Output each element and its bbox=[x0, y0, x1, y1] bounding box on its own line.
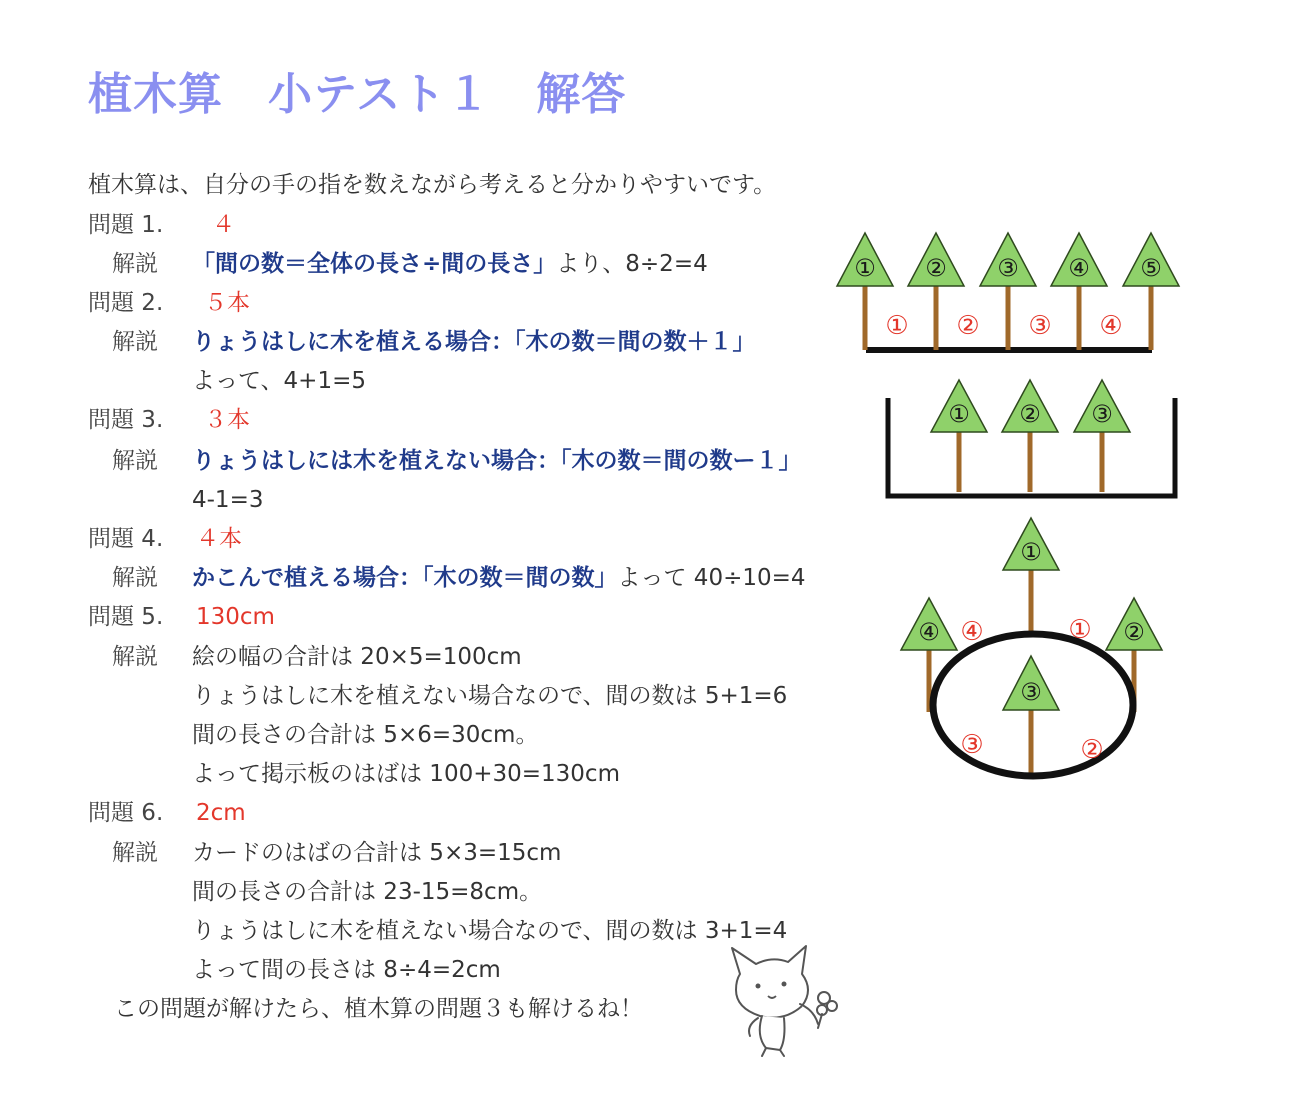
q5-line: 絵の幅の合計は 20×5=100cm bbox=[192, 644, 522, 670]
q4-label: 問題 4. bbox=[88, 526, 164, 552]
q1-label: 問題 1. bbox=[88, 212, 164, 238]
row1-tree-label: ① bbox=[854, 254, 876, 282]
q1-calc: より、8÷2=4 bbox=[556, 251, 708, 277]
q4-formula: かこんで植える場合：「木の数＝間の数」 bbox=[192, 565, 618, 591]
q1-exp-label: 解説 bbox=[112, 251, 158, 277]
q4-answer: ４本 bbox=[196, 526, 242, 552]
q5-label: 問題 5. bbox=[88, 604, 164, 630]
q6-line: よって間の長さは 8÷4=2cm bbox=[192, 957, 501, 983]
row1-tree-label: ② bbox=[925, 254, 947, 282]
q6-line: 間の長さの合計は 23-15=8cm。 bbox=[192, 879, 543, 905]
circle-tree-label: ③ bbox=[1020, 678, 1042, 706]
q3-answer: ３本 bbox=[204, 407, 250, 433]
q3-calc: 4-1=3 bbox=[192, 487, 264, 513]
row2-tree-label: ② bbox=[1019, 400, 1041, 428]
q1-answer: ４ bbox=[212, 212, 235, 238]
circle-tree-label: ① bbox=[1020, 538, 1042, 566]
row1-gap-label: ① bbox=[885, 311, 909, 341]
row2-tree-label: ③ bbox=[1091, 400, 1113, 428]
q5-answer: 130cm bbox=[196, 604, 275, 630]
row1-tree-label: ⑤ bbox=[1140, 254, 1162, 282]
q6-line: カードのはばの合計は 5×3=15cm bbox=[192, 840, 562, 866]
q5-line: りょうはしに木を植えない場合なので、間の数は 5+1=6 bbox=[192, 683, 788, 709]
q4-calc: よって 40÷10=4 bbox=[617, 565, 806, 591]
circle-tree-label: ④ bbox=[918, 618, 940, 646]
circle-gap-label: ① bbox=[1068, 615, 1092, 645]
q2-answer: ５本 bbox=[204, 290, 250, 316]
q2-calc: よって、4+1=5 bbox=[192, 368, 366, 394]
q5-line: よって掲示板のはばは 100+30=130cm bbox=[192, 761, 620, 787]
row1-tree-label: ③ bbox=[997, 254, 1019, 282]
row1-gap-label: ③ bbox=[1028, 311, 1052, 341]
q5-line: 間の長さの合計は 5×6=30cm。 bbox=[192, 722, 539, 748]
row1-gap-label: ② bbox=[956, 311, 980, 341]
row1-tree-label: ④ bbox=[1068, 254, 1090, 282]
q1-formula: 「間の数＝全体の長さ÷間の長さ」 bbox=[192, 251, 557, 277]
q6-exp-label: 解説 bbox=[112, 840, 158, 866]
circle-gap-label: ③ bbox=[960, 730, 984, 760]
row1-gap-label: ④ bbox=[1099, 311, 1123, 341]
q2-formula: りょうはしに木を植える場合：「木の数＝間の数＋１」 bbox=[192, 329, 756, 355]
q3-formula: りょうはしには木を植えない場合：「木の数＝間の数ー１」 bbox=[192, 448, 802, 474]
q5-exp-label: 解説 bbox=[112, 644, 158, 670]
q2-label: 問題 2. bbox=[88, 290, 164, 316]
q4-exp-label: 解説 bbox=[112, 565, 158, 591]
q2-exp-label: 解説 bbox=[112, 329, 158, 355]
q6-label: 問題 6. bbox=[88, 800, 164, 826]
page-title: 植木算 小テスト１ 解答 bbox=[88, 69, 627, 120]
closing-text: この問題が解けたら、植木算の問題３も解けるね！ bbox=[114, 996, 643, 1022]
circle-gap-label: ④ bbox=[960, 617, 984, 647]
cat-illustration bbox=[722, 944, 852, 1060]
q3-exp-label: 解説 bbox=[112, 448, 158, 474]
row2-tree-label: ① bbox=[948, 400, 970, 428]
q6-line: りょうはしに木を植えない場合なので、間の数は 3+1=4 bbox=[192, 918, 788, 944]
q3-label: 問題 3. bbox=[88, 407, 164, 433]
circle-gap-label: ② bbox=[1080, 735, 1104, 765]
intro-text: 植木算は、自分の手の指を数えながら考えると分かりやすいです。 bbox=[88, 172, 777, 198]
circle-tree-label: ② bbox=[1123, 618, 1145, 646]
q6-answer: 2cm bbox=[196, 800, 246, 826]
